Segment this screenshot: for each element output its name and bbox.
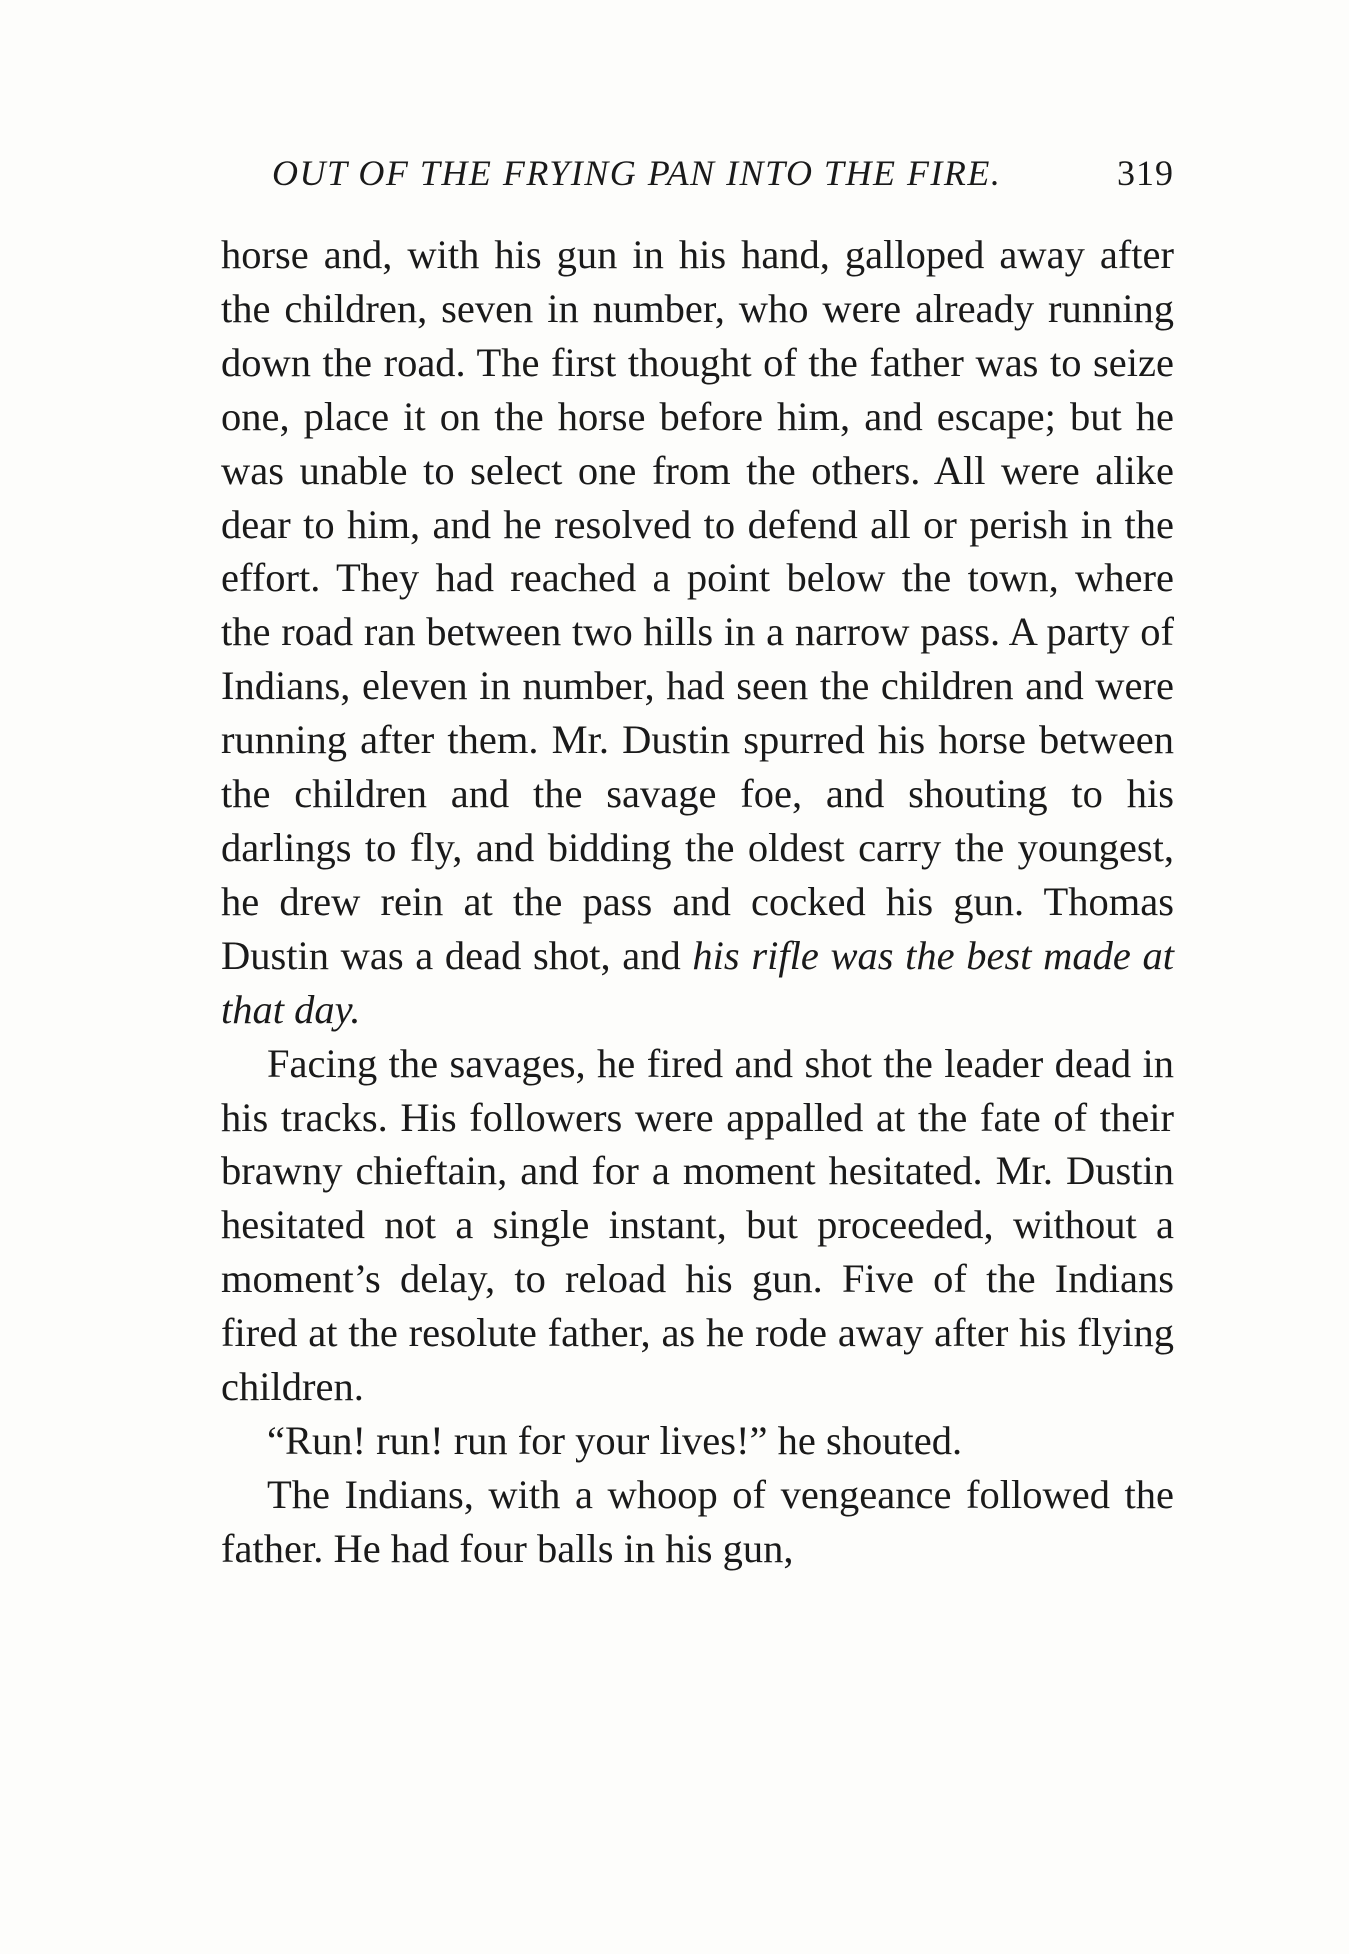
body-text [221,228,1174,1576]
running-header [272,148,1174,198]
paragraph-2: Facing the savages, he fired and shot the leader dead in his tracks. His followers were appalled at the fate of their brawny chieftain, and for a moment hesitated. Mr. Dustin hesitated not a single instant, but proceeded, without a moment’s delay, to reload his gun. Five of the Indians fired at the resolute father, as he rode away after his flying children. [221,1040,1174,1410]
paragraph-3: “Run! run! run for your lives!” he shouted. [267,1417,963,1463]
page-number: 319 [1117,153,1174,193]
paragraph-4: The Indians, with a whoop of vengeance followed the father. He had four balls in his gun, [221,1471,1174,1571]
paragraph-1-italic-text: his rifle was the best made at that day. [221,932,1175,1032]
paragraph-1-text: horse and, with his gun in his hand, galloped away after the children, seven in number, who were already running down the road. The first thought of the father was to seize one, place it on the horse before him, and escape; but he was unable to select one from the others. All were alike dear to him, and he resolved to defend all or perish in the effort. They had reached a point below the town, where the road ran between two hills in a narrow pass. A party of Indians, eleven in number, had seen the children and were running after them. Mr. Dustin spurred his horse between the children and the savage foe, and shouting to his darlings to fly, and bidding the oldest carry the youngest, he drew rein at the pass and cocked his gun. Thomas Dustin was a dead shot, and [221,232,1174,978]
paragraph-1 [221,228,1174,1037]
running-title: OUT OF THE FRYING PAN INTO THE FIRE. [272,153,1002,193]
